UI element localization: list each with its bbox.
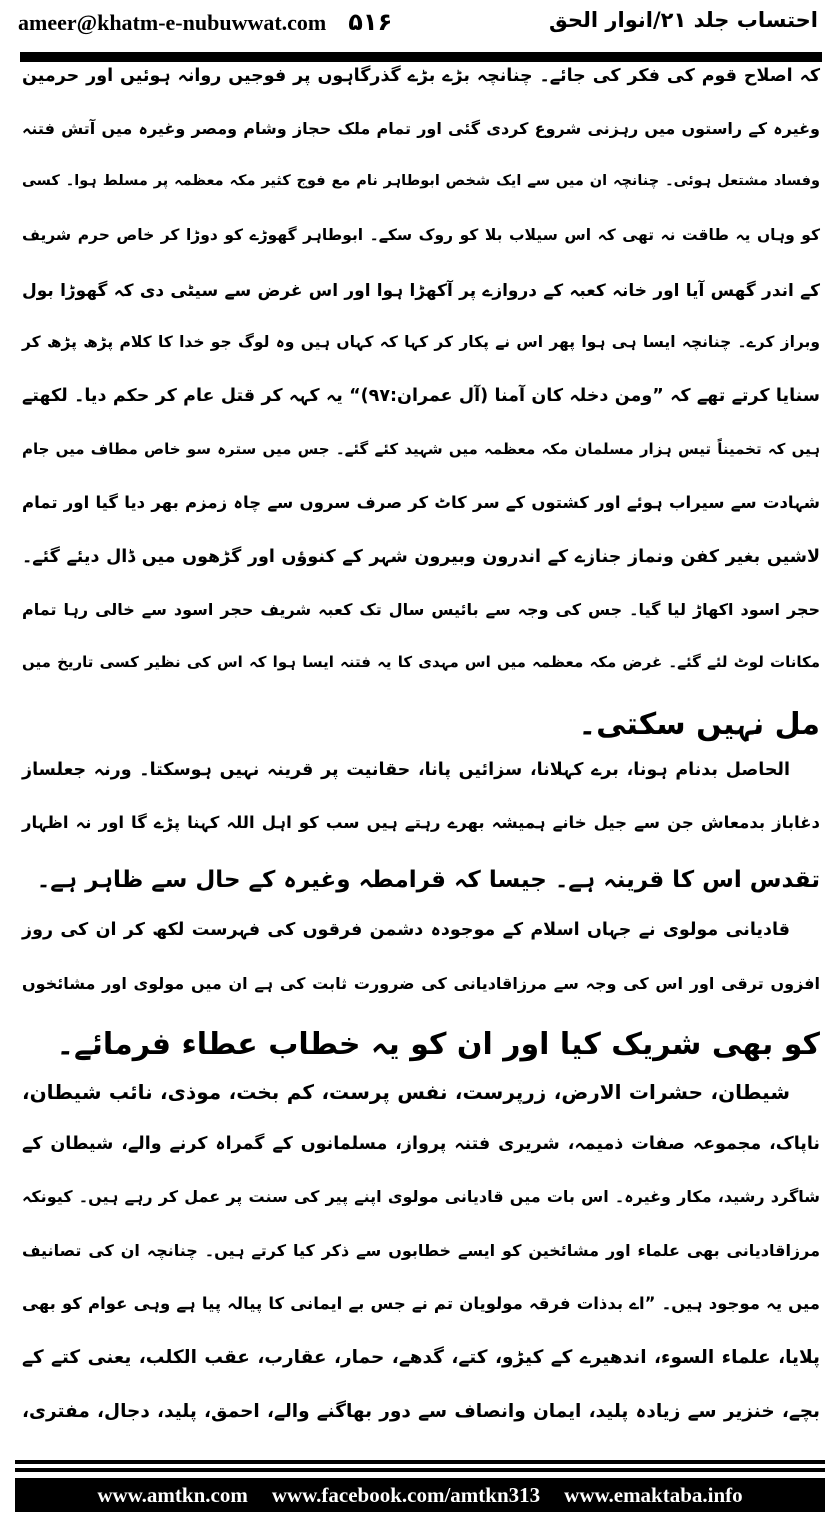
- header-rule: [20, 52, 822, 62]
- header-email: ameer@khatm-e-nubuwwat.com: [18, 10, 327, 35]
- text-line: ہیں کہ تخمیناً تیس ہزار مسلمان مکہ معظمہ میں شہید کئے گئے۔ جس میں سترہ سو خاص مطاف میں جام: [22, 439, 820, 458]
- text-line: حجر اسود اکھاڑ لیا گیا۔ جس کی وجہ سے بائیس سال تک کعبہ شریف حجر اسود سے خالی رہا تمام: [22, 599, 820, 619]
- text-line: وبراز کرے۔ چنانچہ ایسا ہی ہوا پھر اس نے پکار کر کہا کہ کہاں ہیں وہ لوگ جو خدا کا کلام پڑھ پڑھ کر: [22, 332, 820, 351]
- text-line: وغیرہ کے راستوں میں رہزنی شروع کردی گئی اور تمام ملک حجاز وشام ومصر وغیرہ میں آتش فتنہ: [22, 119, 820, 139]
- text-line: دغاباز بدمعاش جن سے جیل خانے ہمیشہ بھرے رہتے ہیں سب کو اہل اللہ کہنا پڑے گا اور نہ اظہار: [22, 813, 820, 833]
- footer-link-amtkn[interactable]: www.amtkn.com: [97, 1482, 248, 1507]
- text-line: شیطان، حشرات الارض، زرپرست، نفس پرست، کم بخت، موذی، نائب شیطان،: [22, 1080, 790, 1105]
- text-line: تقدس اس کا قرینہ ہے۔ جیسا کہ قرامطہ وغیرہ کے حال سے ظاہر ہے۔: [36, 866, 820, 893]
- text-line: وفساد مشتعل ہوئی۔ چنانچہ ان میں سے ایک شخص ابوطاہر نام مع فوج کثیر مکہ معظمہ پر مسلط ہوا۔ کسی: [22, 172, 820, 189]
- text-line: پلایا، علماء السوء، اندھیرے کے کیڑو، کتے، گدھے، حمار، عقارب، عقب الکلب، یعنی کتے کے: [22, 1347, 820, 1369]
- text-line: شہادت سے سیراب ہوئے اور کشتوں کے سر کاٹ کر صرف سروں سے چاہ زمزم بھر دیا گیا اور تمام: [22, 493, 820, 513]
- text-line: لاشیں بغیر کفن ونماز جنازے کے اندرون وبیرون شہر کے کنوؤں اور گڑھوں میں ڈال دیئے گئے۔: [22, 546, 820, 567]
- page-number: ۵۱۶: [348, 8, 393, 36]
- footer-bar: [15, 1478, 825, 1512]
- text-line: سنایا کرتے تھے کہ ”ومن دخلہ کان آمنا (آل عمران:۹۷)“ یہ کہہ کر قتل عام کر حکم دیا۔ لکھتے: [22, 386, 820, 407]
- footer-rule: [15, 1468, 825, 1472]
- footer-link-emaktaba[interactable]: www.emaktaba.info: [564, 1482, 743, 1507]
- text-line: شاگرد رشید، مکار وغیرہ۔ اس بات میں قادیانی مولوی اپنے پیر کی سنت پر عمل کر رہے ہیں۔ کیونکہ: [22, 1187, 820, 1207]
- text-line: میں یہ موجود ہیں۔ ”اے بدذات فرقہ مولویان تم نے جس بے ایمانی کا پیالہ پیا ہے وہی عوام کو بھی: [22, 1293, 820, 1313]
- text-line: کو وہاں یہ طاقت نہ تھی کہ اس سیلاب بلا کو روک سکے۔ ابوطاہر گھوڑے کو دوڑا کر خاص حرم شریف: [22, 226, 820, 245]
- text-line: افزوں ترقی اور اس کی وجہ سے مرزاقادیانی کی ضرورت ثابت کی ہے ان میں مولوی اور مشائخوں: [22, 973, 820, 993]
- footer-link-facebook[interactable]: www.facebook.com/amtkn313: [271, 1482, 541, 1507]
- page-body-text: [22, 66, 820, 1454]
- footer-rule: [15, 1460, 825, 1464]
- text-line: مل نہیں سکتی۔: [578, 706, 820, 742]
- text-line: قادیانی مولوی نے جہاں اسلام کے موجودہ دشمن فرقوں کی فہرست لکھ کر ان کی روز: [22, 920, 790, 941]
- text-line: کو بھی شریک کیا اور ان کو یہ خطاب عطاء فرمائے۔: [56, 1027, 820, 1063]
- text-line: مرزاقادیانی بھی علماء اور مشائخین کو ایسے خطابوں سے ذکر کیا کرتے ہیں۔ چنانچہ ان کی تصانیف: [22, 1240, 820, 1260]
- text-line: مکانات لوٹ لئے گئے۔ غرض مکہ معظمہ میں اس مہدی کا یہ فتنہ ایسا ہوا کہ اس کی نظیر کسی تاریخ میں: [22, 653, 820, 672]
- text-line: بچے، خنزیر سے زیادہ پلید، ایمان وانصاف سے دور بھاگنے والے، احمق، پلید، دجال، مفتری،: [22, 1400, 820, 1422]
- text-line: کہ اصلاح قوم کی فکر کی جائے۔ چنانچہ بڑے بڑے گذرگاہوں پر فوجیں روانہ ہوئیں اور حرمین: [22, 66, 820, 86]
- text-line: ناپاک، مجموعہ صفات ذمیمہ، شریری فتنہ پرواز، مسلمانوں کے گمراہ کرنے والے، شیطان کے: [22, 1133, 820, 1154]
- book-title: احتساب جلد ۲۱/انوار الحق: [548, 8, 818, 32]
- header-left: [18, 8, 392, 36]
- text-line: الحاصل بدنام ہونا، برے کہلانا، سزائیں پانا، حقانیت پر قرینہ نہیں ہوسکتا۔ ورنہ جعلساز: [22, 760, 790, 781]
- text-line: کے اندر گھس آیا اور خانہ کعبہ کے دروازے پر آکھڑا ہوا اور اس غرض سے سیٹی دی کہ گھوڑا بول: [22, 280, 820, 301]
